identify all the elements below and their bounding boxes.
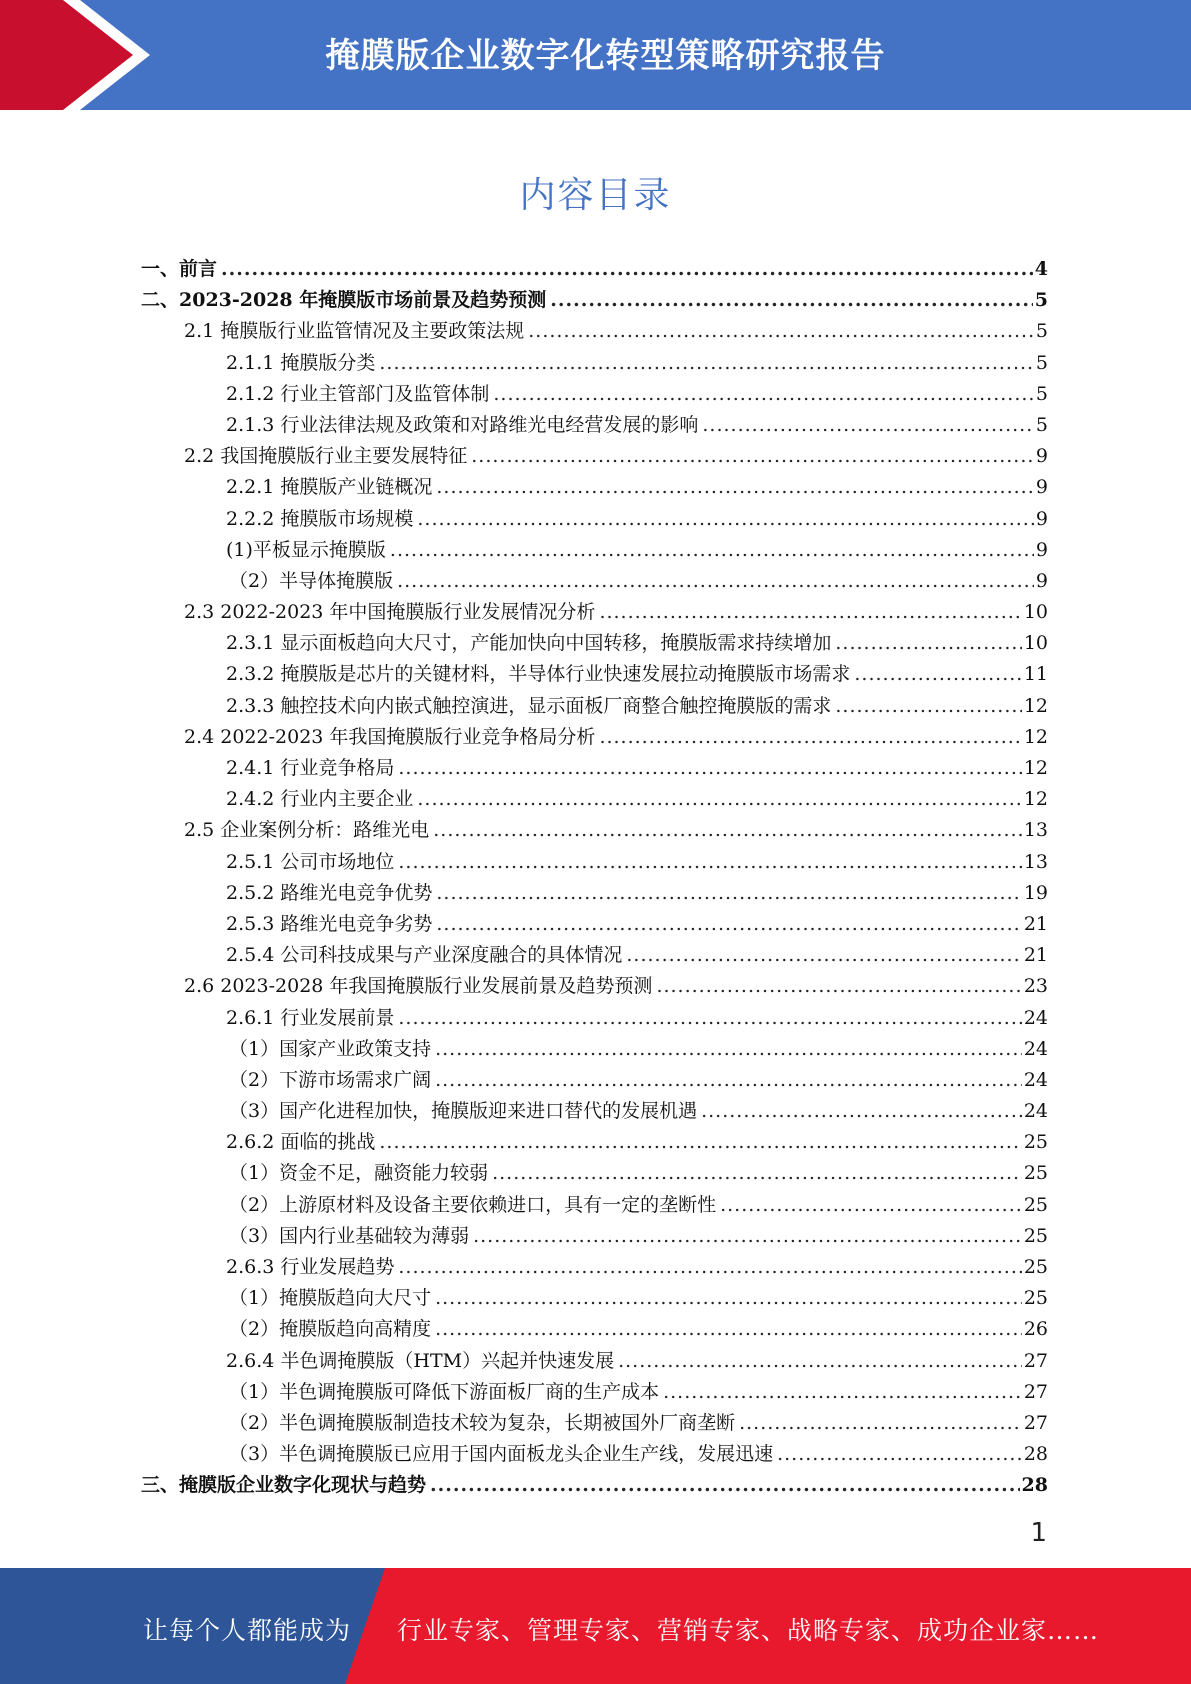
toc-entry-page: 25	[1023, 1256, 1048, 1278]
toc-dot-leader	[435, 1314, 1022, 1345]
toc-dot-leader	[777, 1439, 1022, 1470]
toc-entry-label: （3）半色调掩膜版已应用于国内面板龙头企业生产线，发展迅速	[229, 1443, 774, 1466]
toc-entry-page: 25	[1023, 1287, 1048, 1310]
toc-entry[interactable]	[141, 1003, 1048, 1034]
footer-slogan-left: 让每个人都能成为	[143, 1616, 352, 1645]
toc-entry-label: （2）半导体掩膜版	[229, 569, 394, 592]
toc-entry[interactable]	[141, 1034, 1048, 1065]
toc-entry[interactable]	[141, 1252, 1048, 1283]
toc-entry-page: 11	[1023, 663, 1048, 686]
toc-dot-leader	[398, 1252, 1021, 1283]
toc-entry-page: 24	[1023, 1100, 1048, 1123]
toc-entry[interactable]	[141, 504, 1048, 535]
toc-entry-label: 2.6.4 半色调掩膜版（HTM）兴起并快速发展	[226, 1349, 615, 1372]
toc-entry-label: 2.6.3 行业发展趋势	[226, 1256, 395, 1278]
toc-dot-leader	[599, 597, 1021, 628]
toc-dot-leader	[398, 1003, 1021, 1034]
toc-dot-leader	[626, 940, 1021, 971]
toc-entry-page: 9	[1035, 507, 1048, 530]
toc-entry-page: 10	[1023, 632, 1048, 655]
toc-entry-page: 4	[1034, 258, 1048, 280]
toc-entry-page: 25	[1023, 1131, 1048, 1154]
toc-entry-label: （1）资金不足，融资能力较弱	[229, 1162, 489, 1185]
toc-entry-page: 9	[1035, 569, 1048, 592]
toc-dot-leader	[436, 472, 1034, 503]
toc-dot-leader	[835, 691, 1021, 722]
toc-entry[interactable]	[141, 847, 1048, 878]
toc-entry[interactable]	[141, 348, 1048, 379]
toc-entry[interactable]	[141, 878, 1048, 909]
toc-dot-leader	[701, 1096, 1022, 1127]
toc-entry[interactable]	[141, 722, 1048, 753]
toc-entry-page: 27	[1023, 1411, 1048, 1434]
toc-dot-leader	[436, 909, 1021, 940]
toc-entry-label: 2.4.2 行业内主要企业	[226, 788, 414, 811]
toc-entry-page: 5	[1035, 382, 1048, 405]
toc-entry[interactable]	[141, 285, 1048, 316]
toc-entry-label: 2.5.4 公司科技成果与产业深度融合的具体情况	[226, 944, 623, 967]
toc-entry[interactable]	[141, 940, 1048, 971]
toc-entry-page: 24	[1023, 1037, 1048, 1060]
toc-dot-leader	[435, 1283, 1022, 1314]
toc-entry-page: 25	[1023, 1224, 1048, 1247]
toc-entry-label: 2.2 我国掩膜版行业主要发展特征	[184, 445, 468, 468]
toc-entry-label: 2.6.1 行业发展前景	[226, 1006, 395, 1029]
toc-entry-page: 27	[1023, 1349, 1048, 1372]
toc-entry-label: （1）半色调掩膜版可降低下游面板厂商的生产成本	[229, 1380, 660, 1403]
toc-entry[interactable]	[141, 1314, 1048, 1345]
toc-entry-label: 三、掩膜版企业数字化现状与趋势	[141, 1474, 427, 1497]
toc-entry-page: 24	[1023, 1006, 1048, 1029]
toc-entry[interactable]	[141, 971, 1048, 1002]
toc-entry-label: （2）半色调掩膜版制造技术较为复杂，长期被国外厂商垄断	[229, 1411, 736, 1434]
toc-entry-label: （2）上游原材料及设备主要依赖进口，具有一定的垄断性	[229, 1193, 717, 1216]
toc-entry[interactable]	[141, 410, 1048, 441]
toc-dot-leader	[417, 784, 1021, 815]
toc-entry-page: 24	[1023, 1068, 1048, 1091]
toc-entry-page: 12	[1023, 694, 1048, 717]
toc-entry[interactable]	[141, 1439, 1048, 1470]
toc-entry[interactable]	[141, 1377, 1048, 1408]
toc-entry-page: 27	[1023, 1380, 1048, 1403]
toc-entry-label: 2.5 企业案例分析：路维光电	[184, 819, 430, 842]
toc-entry[interactable]	[141, 628, 1048, 659]
toc-entry-page: 25	[1023, 1162, 1048, 1185]
toc-entry-label: 2.2.1 掩膜版产业链概况	[226, 476, 433, 499]
toc-entry-page: 10	[1023, 601, 1048, 624]
toc-entry[interactable]	[141, 909, 1048, 940]
footer-slogan-right: 行业专家、管理专家、营销专家、战略专家、成功企业家……	[397, 1616, 1100, 1645]
toc-dot-leader	[435, 1065, 1022, 1096]
toc-entry[interactable]	[141, 1158, 1048, 1189]
toc-entry-page: 25	[1023, 1193, 1048, 1216]
toc-entry-page: 9	[1035, 445, 1048, 468]
toc-entry-label: 2.2.2 掩膜版市场规模	[226, 507, 414, 530]
toc-dot-leader	[528, 316, 1034, 347]
toc-entry[interactable]	[141, 691, 1048, 722]
toc-entry-label: 2.1.1 掩膜版分类	[226, 351, 376, 374]
page-footer	[0, 1568, 1191, 1684]
toc-entry-page: 13	[1023, 850, 1048, 873]
toc-entry-page: 12	[1023, 725, 1048, 748]
toc-entry-page: 21	[1023, 944, 1048, 967]
toc-entry-label: 一、前言	[141, 258, 218, 280]
toc-entry-label: 二、2023-2028 年掩膜版市场前景及趋势预测	[141, 289, 547, 312]
toc-dot-leader	[656, 971, 1021, 1002]
toc-entry[interactable]	[141, 254, 1048, 285]
toc-entry[interactable]	[141, 1283, 1048, 1314]
toc-dot-leader	[473, 1221, 1022, 1252]
toc-entry-label: 2.1.3 行业法律法规及政策和对路维光电经营发展的影响	[226, 413, 699, 436]
toc-entry[interactable]	[141, 753, 1048, 784]
toc-dot-leader	[720, 1190, 1022, 1221]
toc-entry-label: 2.5.2 路维光电竞争优势	[226, 881, 433, 904]
toc-dot-leader	[702, 410, 1034, 441]
toc-dot-leader	[618, 1346, 1022, 1377]
toc-entry[interactable]	[141, 535, 1048, 566]
toc-dot-leader	[492, 1158, 1022, 1189]
toc-entry-page: 12	[1023, 788, 1048, 811]
toc-entry[interactable]	[141, 316, 1048, 347]
toc-entry[interactable]	[141, 1127, 1048, 1158]
toc-dot-leader	[379, 348, 1034, 379]
page-header	[0, 0, 1191, 110]
toc-dot-leader	[599, 722, 1021, 753]
toc-entry-label: 2.6 2023-2028 年我国掩膜版行业发展前景及趋势预测	[184, 975, 653, 998]
toc-dot-leader	[550, 285, 1033, 316]
toc-entry[interactable]	[141, 597, 1048, 628]
toc-entry-label: 2.6.2 面临的挑战	[226, 1131, 376, 1154]
toc-entry-page: 5	[1035, 413, 1048, 436]
toc-dot-leader	[471, 441, 1034, 472]
toc-entry-page: 9	[1035, 476, 1048, 499]
toc-entry-page: 13	[1023, 819, 1048, 842]
toc-entry[interactable]	[141, 1408, 1048, 1439]
toc-dot-leader	[435, 1034, 1022, 1065]
toc-dot-leader	[398, 753, 1021, 784]
toc-entry[interactable]	[141, 1190, 1048, 1221]
toc-dot-leader	[398, 847, 1021, 878]
toc-entry-page: 5	[1035, 320, 1048, 343]
toc-entry-page: 5	[1035, 351, 1048, 374]
toc-dot-leader	[379, 1127, 1021, 1158]
toc-entry[interactable]	[141, 441, 1048, 472]
toc-entry-label: 2.4 2022-2023 年我国掩膜版行业竞争格局分析	[184, 725, 596, 748]
toc-entry-label: （2）下游市场需求广阔	[229, 1068, 432, 1091]
toc-entry-label: （1）掩膜版趋向大尺寸	[229, 1287, 432, 1310]
toc-entry-label: 2.5.3 路维光电竞争劣势	[226, 912, 433, 935]
toc-entry[interactable]	[141, 815, 1048, 846]
toc-entry[interactable]	[141, 1065, 1048, 1096]
toc-entry-label: 2.3.1 显示面板趋向大尺寸，产能加快向中国转移，掩膜版需求持续增加	[226, 632, 832, 655]
toc-entry-label: （3）国内行业基础较为薄弱	[229, 1224, 470, 1247]
toc-entry-label: （3）国产化进程加快，掩膜版迎来进口替代的发展机遇	[229, 1100, 698, 1123]
toc-entry[interactable]	[141, 1470, 1048, 1501]
toc-entry-label: 2.1 掩膜版行业监管情况及主要政策法规	[184, 320, 525, 343]
toc-entry-page: 28	[1023, 1443, 1048, 1466]
toc-entry[interactable]	[141, 379, 1048, 410]
toc-entry[interactable]	[141, 784, 1048, 815]
toc-dot-leader	[433, 815, 1022, 846]
toc-entry-label: 2.1.2 行业主管部门及监管体制	[226, 382, 490, 405]
toc-entry-label: (1)平板显示掩膜版	[226, 538, 386, 561]
toc-entry[interactable]	[141, 472, 1048, 503]
toc-entry-label: 2.3.2 掩膜版是芯片的关键材料，半导体行业快速发展拉动掩膜版市场需求	[226, 663, 851, 686]
toc-dot-leader	[221, 254, 1033, 285]
toc-dot-leader	[663, 1377, 1022, 1408]
toc-dot-leader	[436, 878, 1021, 909]
toc-title: 内容目录	[519, 175, 672, 216]
page-number: 1	[1030, 1518, 1047, 1548]
toc-entry[interactable]	[141, 566, 1048, 597]
toc-dot-leader	[430, 1470, 1020, 1501]
toc-entry-label: 2.3 2022-2023 年中国掩膜版行业发展情况分析	[184, 601, 596, 624]
toc-dot-leader	[835, 628, 1021, 659]
toc-dot-leader	[390, 535, 1034, 566]
toc-entry-page: 19	[1023, 881, 1048, 904]
toc-entry-page: 9	[1035, 538, 1048, 561]
toc-entry-page: 23	[1023, 975, 1048, 998]
toc-entry[interactable]	[141, 1346, 1048, 1377]
toc-dot-leader	[854, 659, 1021, 690]
toc-entry-page: 26	[1023, 1318, 1048, 1341]
toc-entry-label: （1）国家产业政策支持	[229, 1037, 432, 1060]
table-of-contents	[141, 254, 1048, 1502]
toc-entry-label: 2.5.1 公司市场地位	[226, 850, 395, 873]
toc-entry-page: 21	[1023, 912, 1048, 935]
toc-entry[interactable]	[141, 659, 1048, 690]
toc-entry-label: 2.3.3 触控技术向内嵌式触控演进，显示面板厂商整合触控掩膜版的需求	[226, 694, 832, 717]
toc-entry-page: 28	[1021, 1474, 1048, 1497]
toc-entry-page: 12	[1023, 757, 1048, 779]
toc-dot-leader	[417, 504, 1034, 535]
toc-entry-label: （2）掩膜版趋向高精度	[229, 1318, 432, 1341]
toc-dot-leader	[493, 379, 1034, 410]
toc-dot-leader	[397, 566, 1034, 597]
toc-entry-label: 2.4.1 行业竞争格局	[226, 757, 395, 779]
toc-entry[interactable]	[141, 1096, 1048, 1127]
toc-entry-page: 5	[1034, 289, 1048, 312]
report-title: 掩膜版企业数字化转型策略研究报告	[325, 36, 886, 76]
toc-dot-leader	[739, 1408, 1022, 1439]
toc-entry[interactable]	[141, 1221, 1048, 1252]
